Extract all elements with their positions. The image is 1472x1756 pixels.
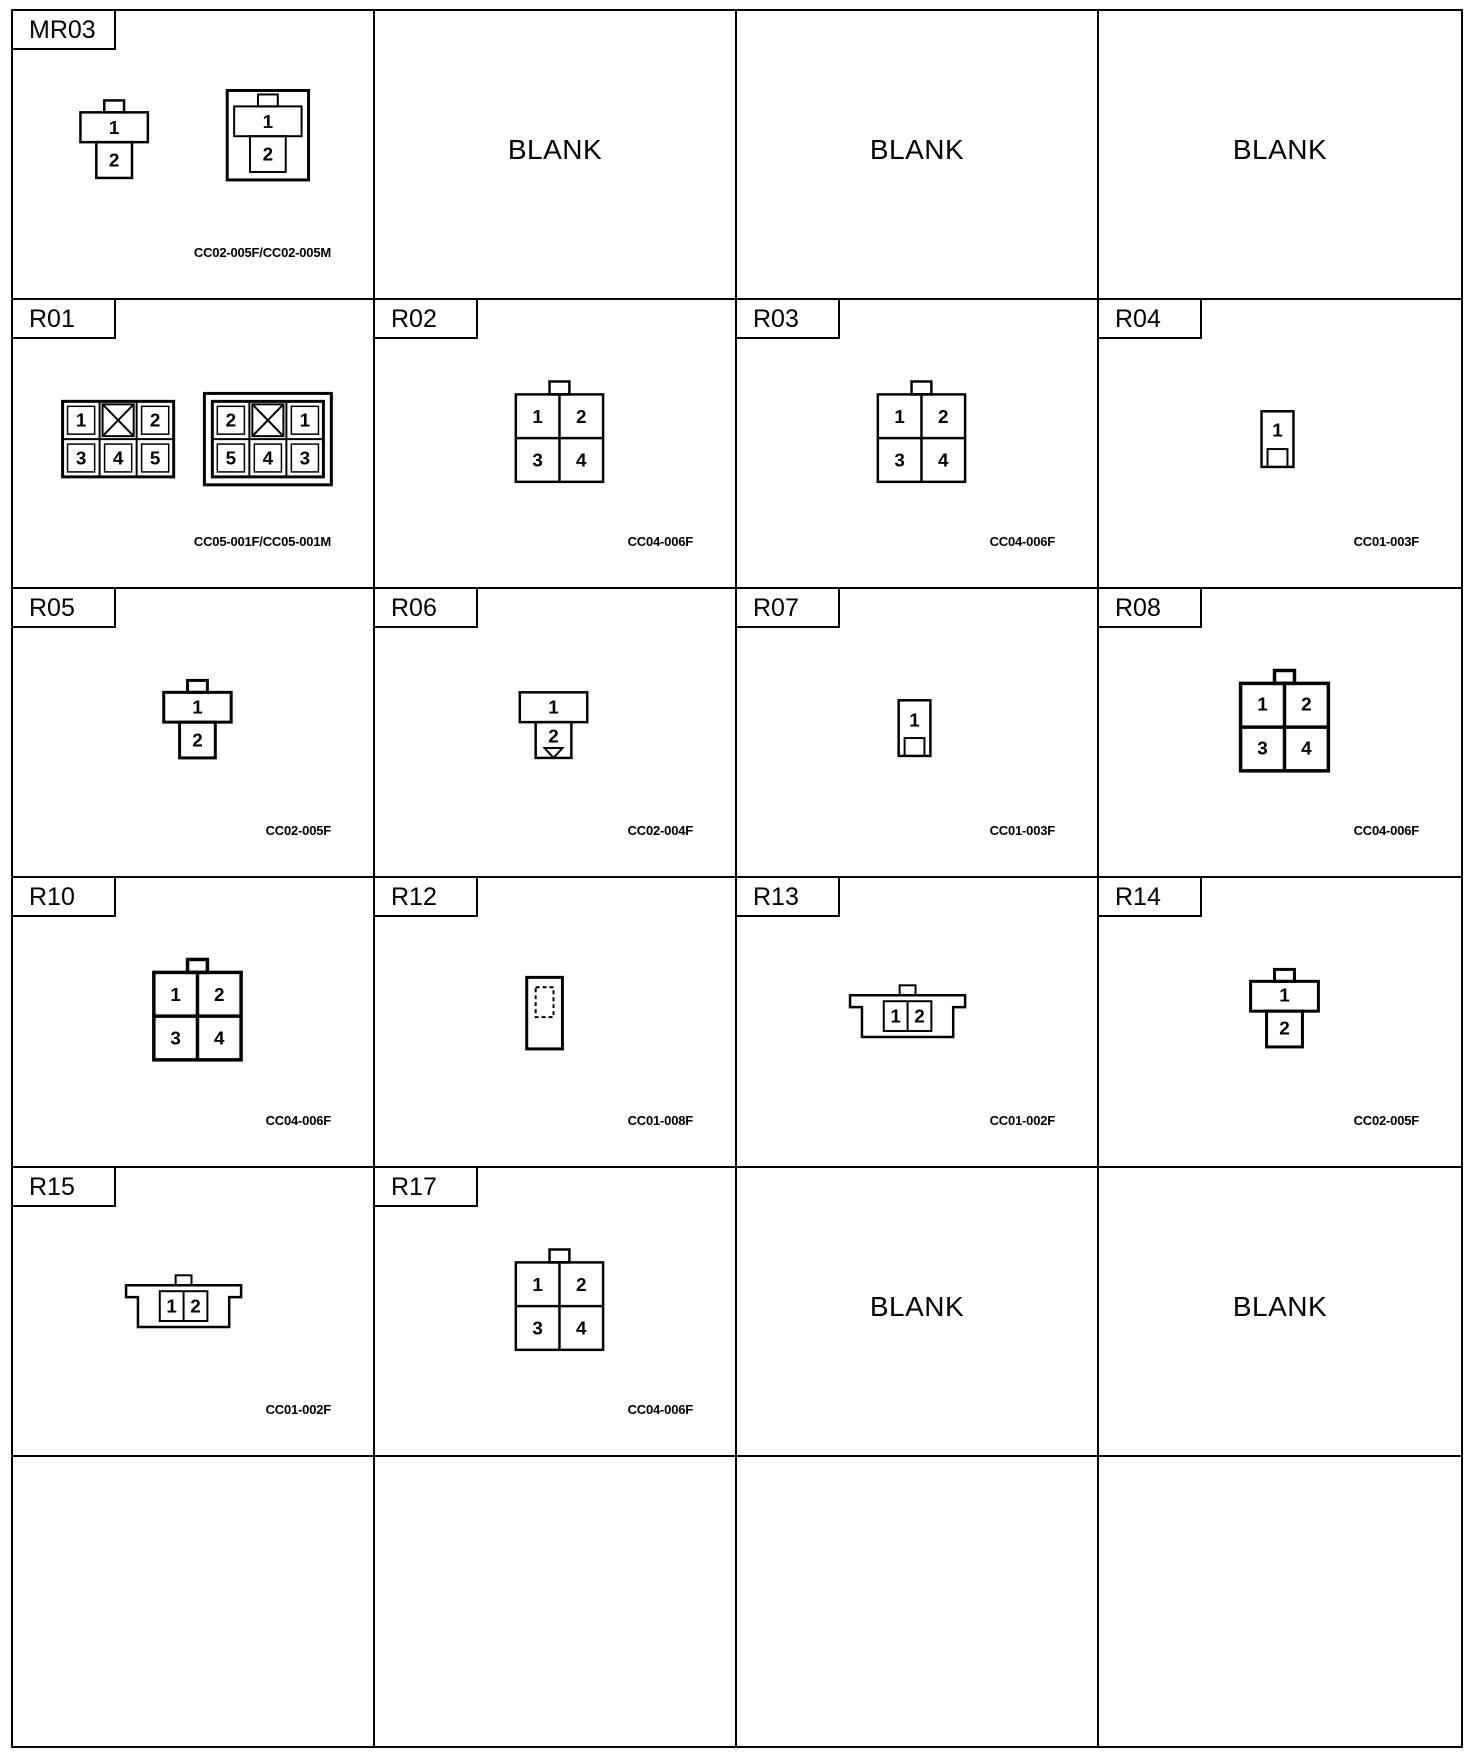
connector-shape [520,693,587,759]
pin-number: 3 [299,447,311,469]
connector-id-label: R10 [13,878,116,917]
connector-id-label: R03 [737,300,840,339]
pin-number: 4 [576,449,587,471]
connector-id-label: R02 [375,300,478,339]
pin-number: 1 [262,110,274,132]
pin-number: 1 [299,409,311,431]
part-number: CC02-005F/CC02-005M [193,245,331,261]
part-number: CC01-003F [989,823,1055,839]
pin-number: 4 [214,1027,225,1049]
connector-diagram [737,589,1097,876]
connector-shape [878,382,965,482]
connector-id-label: R17 [375,1168,478,1207]
connector-shape [126,1275,241,1327]
connector-id-label: R01 [13,300,116,339]
connector-cell [375,1168,737,1457]
connector-diagram [737,878,1097,1165]
pin-number: 2 [576,1273,587,1295]
pin-number: 3 [894,449,905,471]
connector-cell [737,11,1099,300]
pin-number: 4 [262,447,274,469]
connector-shape [63,394,332,485]
pin-number: 4 [576,1317,587,1339]
pin-number: 1 [166,1295,177,1317]
connector-cell [737,1168,1099,1457]
pin-number: 5 [225,447,237,469]
pin-number: 1 [532,1273,543,1295]
connector-latch [1275,671,1295,684]
connector-cell [1099,589,1461,878]
connector-cell [13,1457,375,1746]
connector-diagram [13,11,373,298]
pin-number: 3 [170,1027,181,1049]
part-number: CC04-006F [989,534,1055,550]
pin-number: 2 [548,725,559,747]
pin-number: 1 [1257,695,1268,717]
connector-cell [375,878,737,1167]
connector-diagram [375,589,735,876]
connector-shape [527,978,563,1050]
connector-latch [550,382,570,395]
pin-number: 3 [532,449,543,471]
connector-latch [258,94,278,106]
pin-number: 1 [170,984,181,1006]
connector-cell [13,1168,375,1457]
connector-latch [550,1249,570,1262]
pin-number: 3 [1257,738,1268,760]
connector-cell [13,300,375,589]
pin-number: 2 [149,409,161,431]
pin-number: 2 [1279,1019,1290,1041]
connector-diagram [13,300,373,587]
connector-shape [80,90,308,179]
connector-grid [11,9,1463,1748]
connector-shape [1262,411,1294,467]
pin-number: 2 [914,1006,925,1028]
connector-diagram [1099,589,1461,876]
pin-number: 1 [548,697,559,719]
connector-latch [900,986,916,996]
pin-number: 2 [262,143,274,165]
connector-diagram [737,300,1097,587]
connector-cell [13,11,375,300]
pin-number: 1 [108,116,120,138]
connector-latch [905,738,925,756]
connector-id-label: R05 [13,589,116,628]
pin-cavity [536,988,554,1018]
pin-number: 3 [75,447,87,469]
connector-cell [1099,300,1461,589]
connector-id-label: R12 [375,878,478,917]
connector-latch [188,681,208,693]
connector-latch [1275,970,1295,982]
connector-id-label: R04 [1099,300,1202,339]
connector-id-label: R08 [1099,589,1202,628]
connector-id-label: R13 [737,878,840,917]
connector-diagram [1099,878,1461,1165]
connector-cell [13,878,375,1167]
part-number: CC01-002F [989,1112,1055,1128]
part-number: CC01-003F [1353,534,1419,550]
keying-triangle [545,748,563,758]
connector-cell [737,589,1099,878]
connector-latch [1268,449,1288,467]
pin-number: 1 [1279,986,1290,1008]
connector-shape [154,960,241,1060]
part-number: CC01-002F [265,1401,331,1417]
connector-diagram [375,878,735,1165]
connector-diagram [13,1168,373,1455]
pin-number: 2 [576,405,587,427]
part-number: CC04-006F [627,534,693,550]
pin-number: 1 [532,405,543,427]
pin-number: 2 [938,405,949,427]
pin-number: 2 [214,984,225,1006]
blank-label: BLANK [1232,1291,1328,1323]
pin-number: 1 [1272,420,1283,442]
pin-number: 1 [890,1006,901,1028]
connector-shape [164,681,231,759]
connector-diagram [1099,300,1461,587]
connector-diagram [13,878,373,1165]
pin-number: 3 [532,1317,543,1339]
connector-id-label: MR03 [13,11,116,50]
connector-cell [1099,11,1461,300]
connector-shape [516,1249,603,1349]
pin-number: 5 [149,447,161,469]
connector-cell [375,300,737,589]
connector-shape [516,382,603,482]
connector-shape [899,701,931,757]
pin-number: 4 [112,447,124,469]
pin-number: 2 [192,729,203,751]
connector-diagram [13,589,373,876]
connector-diagram [375,1168,735,1455]
pin-number: 2 [225,409,237,431]
connector-shape [1241,671,1329,771]
connector-id-label: R15 [13,1168,116,1207]
connector-id-label: R07 [737,589,840,628]
pin-number: 4 [1301,738,1312,760]
connector-shape [1251,970,1319,1048]
connector-latch [188,960,208,973]
pin-number: 2 [190,1295,201,1317]
part-number: CC05-001F/CC05-001M [193,534,331,550]
part-number: CC02-005F [265,823,331,839]
connector-cell [375,11,737,300]
blank-label: BLANK [507,134,603,166]
part-number: CC02-005F [1353,1112,1419,1128]
connector-shape [850,986,965,1038]
connector-cell [737,300,1099,589]
connector-diagram [375,300,735,587]
connector-cell [1099,1168,1461,1457]
connector-id-label: R14 [1099,878,1202,917]
connector-cell [1099,878,1461,1167]
pin-number: 1 [894,405,905,427]
connector-latch [912,382,932,395]
pin-number: 2 [1301,695,1312,717]
part-number: CC04-006F [1353,823,1419,839]
connector-cell [1099,1457,1461,1746]
pin-number: 2 [108,149,120,171]
connector-cell [13,589,375,878]
connector-latch [176,1275,192,1285]
pin-number: 1 [909,709,920,731]
pin-number: 1 [192,697,203,719]
part-number: CC04-006F [265,1112,331,1128]
connector-latch [104,100,124,112]
blank-label: BLANK [869,1291,965,1323]
part-number: CC02-004F [627,823,693,839]
connector-cell [375,1457,737,1746]
pin-number: 4 [938,449,949,471]
pin-number: 1 [75,409,87,431]
blank-label: BLANK [869,134,965,166]
connector-cell [737,1457,1099,1746]
part-number: CC01-008F [627,1112,693,1128]
connector-id-label: R06 [375,589,478,628]
part-number: CC04-006F [627,1401,693,1417]
blank-label: BLANK [1232,134,1328,166]
connector-cell [375,589,737,878]
connector-cell [737,878,1099,1167]
